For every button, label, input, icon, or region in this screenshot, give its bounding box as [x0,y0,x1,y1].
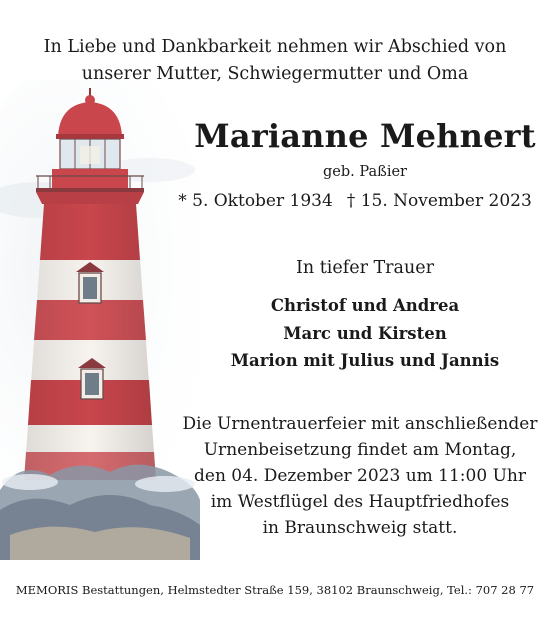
ceremony-info [160,411,550,541]
ceremony-line: in Braunschweig statt. [262,518,458,538]
mourner-line: Christof und Andrea [270,296,460,315]
intro-line-1: In Liebe und Dankbarkeit nehmen wir Abschied von [43,37,507,57]
deceased-name: Marianne Mehnert [194,117,536,155]
intro-text [0,34,550,88]
mourner-line: Marion mit Julius und Jannis [230,351,500,370]
life-dates [160,191,550,211]
mourners-list [170,292,550,375]
death-date: † 15. November 2023 [346,191,532,211]
intro-line-2: unserer Mutter, Schwiegermutter und Oma [81,64,469,84]
birth-date: * 5. Oktober 1934 [178,191,333,211]
mourner-line: Marc und Kirsten [283,323,447,343]
ceremony-line: Die Urnentrauerfeier mit anschließender [182,414,538,434]
ceremony-line: im Westflügel des Hauptfriedhofes [210,492,510,512]
maiden-name: geb. Paßier [323,164,407,180]
funeral-home-footer: MEMORIS Bestattungen, Helmstedter Straße 159, 38102 Braunschweig, Tel.: 707 28 77 [15,583,535,597]
mourning-heading: In tiefer Trauer [296,258,434,278]
ceremony-line: den 04. Dezember 2023 um 11:00 Uhr [194,466,526,486]
ceremony-line: Urnenbeisetzung findet am Montag, [203,440,517,460]
